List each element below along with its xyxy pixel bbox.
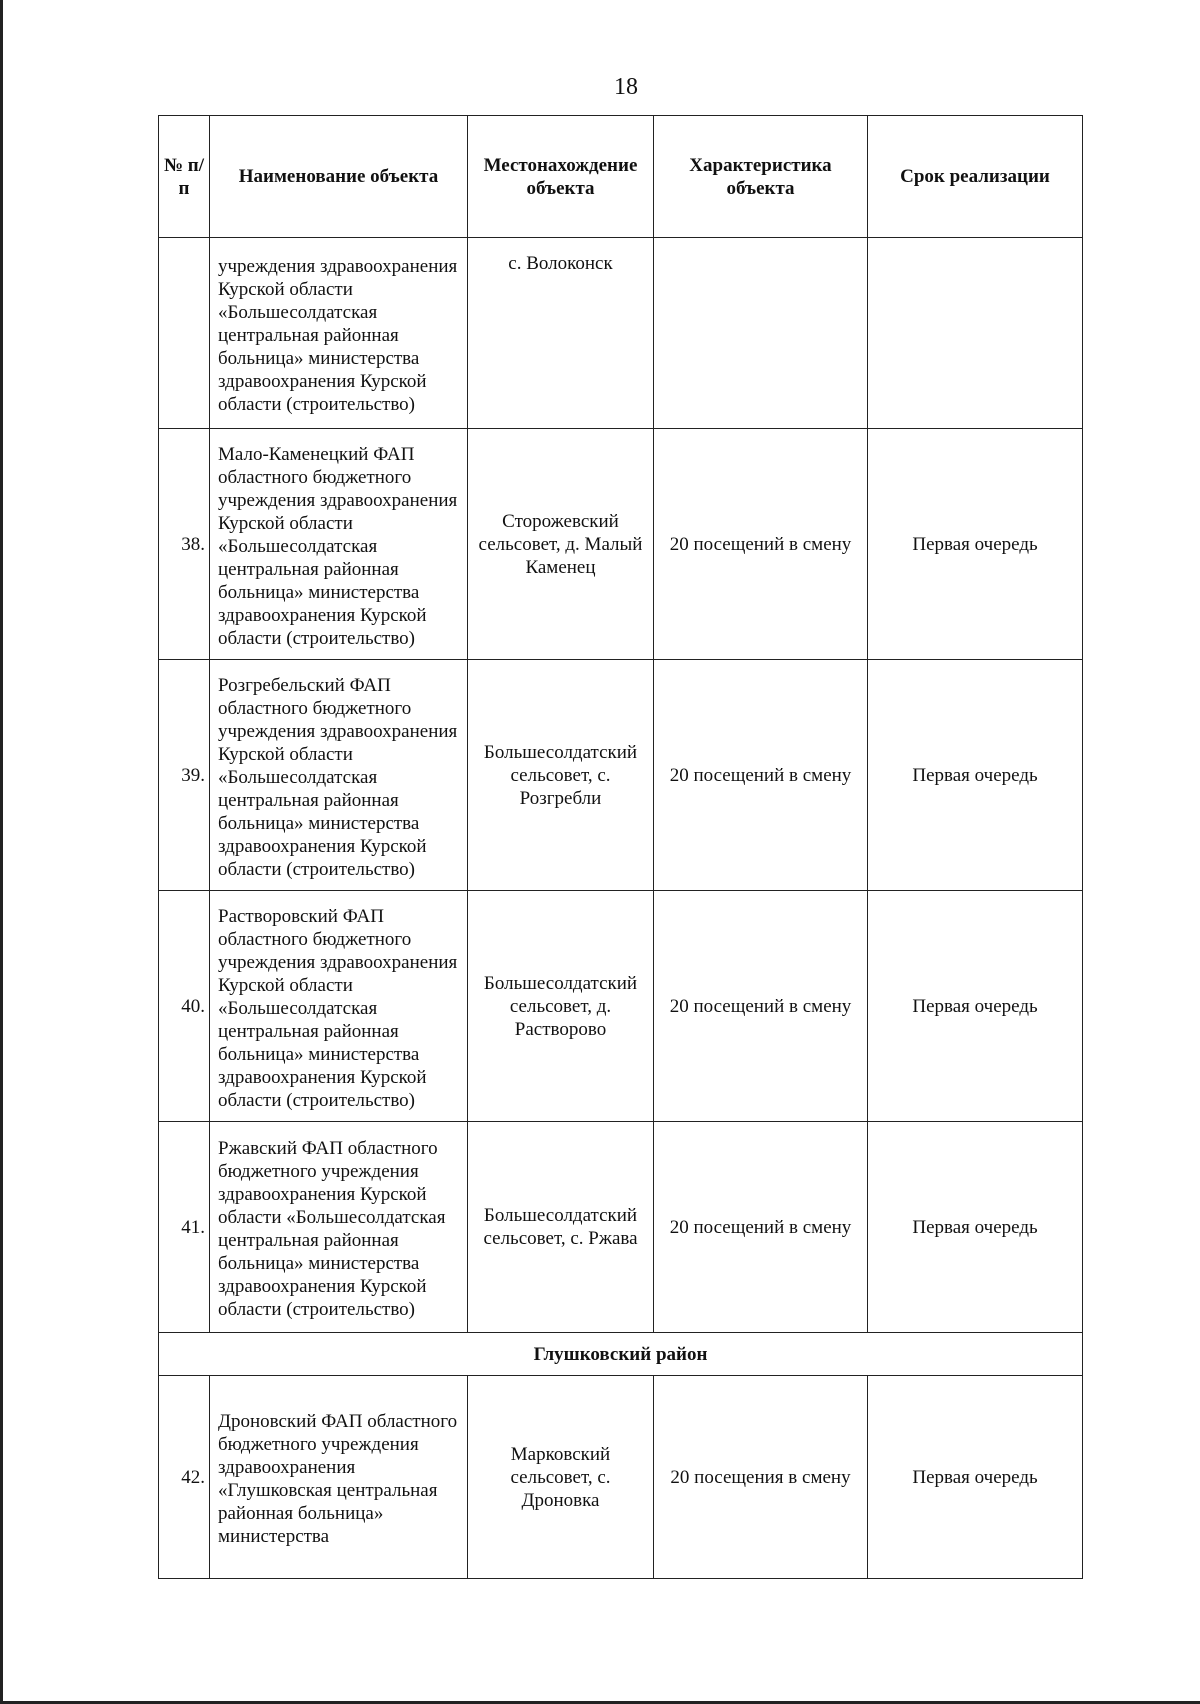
row-name: учреждения здравоохранения Курской области «Большесолдатская центральная районная больница» министерства здравоохранения Курской области (строительство) — [210, 238, 468, 429]
row-characteristic: 20 посещений в смену — [654, 1122, 868, 1333]
row-location: Большесолдатский сельсовет, с. Ржава — [468, 1122, 654, 1333]
row-name: Растворовский ФАП областного бюджетного учреждения здравоохранения Курской области «Большесолдатская центральная районная больница» министерства здравоохранения Курской области (строительство) — [210, 891, 468, 1122]
scan-left-edge — [0, 0, 3, 1704]
table-row — [159, 1376, 1083, 1579]
row-characteristic: 20 посещения в смену — [654, 1376, 868, 1579]
row-num: 40. — [159, 891, 210, 1122]
page-number: 18 — [614, 74, 638, 100]
row-name: Розгребельский ФАП областного бюджетного учреждения здравоохранения Курской области «Большесолдатская центральная районная больница» министерства здравоохранения Курской области (строительство) — [210, 660, 468, 891]
row-characteristic — [654, 238, 868, 429]
header-num: № п/п — [159, 116, 210, 238]
row-characteristic: 20 посещений в смену — [654, 660, 868, 891]
table-header-row — [159, 116, 1083, 238]
row-name: Мало-Каменецкий ФАП областного бюджетного учреждения здравоохранения Курской области «Большесолдатская центральная районная больница» министерства здравоохранения Курской области (строительство) — [210, 429, 468, 660]
objects-table — [158, 115, 1083, 1579]
header-name: Наименование объекта — [210, 116, 468, 238]
row-term: Первая очередь — [868, 1376, 1083, 1579]
table-row — [159, 1122, 1083, 1333]
row-location: с. Волоконск — [468, 238, 654, 429]
row-num: 38. — [159, 429, 210, 660]
table-row — [159, 891, 1083, 1122]
row-location: Марковский сельсовет, с. Дроновка — [468, 1376, 654, 1579]
table-row — [159, 429, 1083, 660]
header-term: Срок реализации — [868, 116, 1083, 238]
table-row — [159, 238, 1083, 429]
row-term: Первая очередь — [868, 1122, 1083, 1333]
region-heading: Глушковский район — [159, 1333, 1083, 1376]
row-term: Первая очередь — [868, 429, 1083, 660]
row-num: 41. — [159, 1122, 210, 1333]
row-num: 42. — [159, 1376, 210, 1579]
row-location: Большесолдатский сельсовет, с. Розгребли — [468, 660, 654, 891]
row-term: Первая очередь — [868, 891, 1083, 1122]
table-row — [159, 660, 1083, 891]
row-term: Первая очередь — [868, 660, 1083, 891]
header-characteristic: Характеристика объекта — [654, 116, 868, 238]
row-term — [868, 238, 1083, 429]
row-location: Сторожевский сельсовет, д. Малый Каменец — [468, 429, 654, 660]
row-characteristic: 20 посещений в смену — [654, 891, 868, 1122]
row-location: Большесолдатский сельсовет, д. Растворово — [468, 891, 654, 1122]
row-num: 39. — [159, 660, 210, 891]
region-row — [159, 1333, 1083, 1376]
row-num — [159, 238, 210, 429]
header-location: Местонахождение объекта — [468, 116, 654, 238]
row-characteristic: 20 посещений в смену — [654, 429, 868, 660]
row-name: Ржавский ФАП областного бюджетного учреждения здравоохранения Курской области «Большесолдатская центральная районная больница» министерства здравоохранения Курской области (строительство) — [210, 1122, 468, 1333]
row-name: Дроновский ФАП областного бюджетного учреждения здравоохранения «Глушковская центральная районная больница» министерства — [210, 1376, 468, 1579]
